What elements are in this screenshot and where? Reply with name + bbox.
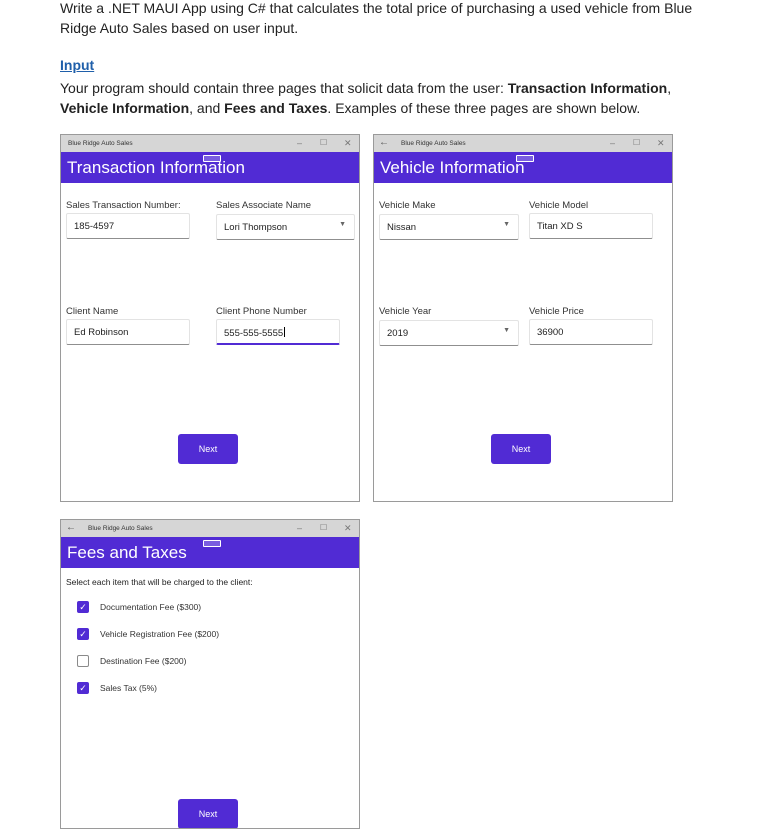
client-phone-input[interactable]: [216, 319, 340, 345]
minimize-icon[interactable]: –: [610, 138, 616, 148]
para-text-3: , and: [189, 100, 225, 116]
checkbox-checked[interactable]: ✓: [77, 628, 89, 640]
drag-handle-icon[interactable]: [203, 540, 221, 547]
app-title: Blue Ridge Auto Sales: [401, 140, 466, 147]
client-name-label: Client Name: [66, 306, 119, 317]
minimize-icon[interactable]: –: [297, 138, 303, 148]
maximize-icon[interactable]: ☐: [320, 138, 328, 147]
year-label: Vehicle Year: [379, 306, 432, 317]
make-label: Vehicle Make: [379, 200, 436, 211]
input-paragraph: [60, 78, 720, 118]
intro-paragraph: Write a .NET MAUI App using C# that calculates the total price of purchasing a used vehicle from Blue Ridge Auto Sales based on user input.: [60, 0, 693, 36]
para-bold-fees: Fees and Taxes: [224, 100, 328, 116]
page-header: [61, 537, 359, 568]
client-phone-label: Client Phone Number: [216, 306, 307, 317]
transaction-window: [60, 134, 360, 502]
input-heading: Input: [60, 57, 95, 73]
make-value: Nissan: [387, 222, 417, 233]
para-text-1: Your program should contain three pages that solicit data from the user:: [60, 80, 508, 96]
chevron-down-icon: ▼: [503, 221, 510, 228]
page-header: [61, 152, 359, 183]
next-button[interactable]: Next: [178, 434, 238, 464]
close-icon[interactable]: ✕: [344, 138, 352, 148]
next-button[interactable]: Next: [491, 434, 551, 464]
minimize-icon[interactable]: –: [297, 523, 303, 533]
maximize-icon[interactable]: ☐: [320, 523, 328, 532]
fees-window: [60, 519, 360, 829]
price-label: Vehicle Price: [529, 306, 584, 317]
associate-label: Sales Associate Name: [216, 200, 312, 211]
maximize-icon[interactable]: ☐: [633, 138, 641, 147]
text-cursor: [284, 327, 285, 337]
model-label: Vehicle Model: [529, 200, 589, 211]
para-bold-vehicle: Vehicle Information: [60, 100, 190, 116]
client-phone-value: 555-555-5555: [224, 328, 284, 339]
fee-option-label: Documentation Fee ($300): [100, 602, 202, 612]
title-bar: [61, 135, 359, 152]
title-bar: [374, 135, 672, 152]
associate-picker[interactable]: [216, 214, 355, 240]
chevron-down-icon: ▼: [503, 327, 510, 334]
fee-option-label: Destination Fee ($200): [100, 656, 187, 666]
back-arrow-icon[interactable]: ←: [379, 137, 389, 148]
close-icon[interactable]: ✕: [344, 523, 352, 533]
app-title: Blue Ridge Auto Sales: [68, 140, 133, 147]
price-input[interactable]: 36900: [529, 319, 653, 345]
vehicle-window: [373, 134, 673, 502]
back-arrow-icon[interactable]: ←: [66, 522, 76, 533]
checkbox-unchecked[interactable]: [77, 655, 89, 667]
page-title: Transaction Information: [67, 158, 245, 177]
page-title: Fees and Taxes: [67, 543, 187, 562]
page-title: Vehicle Information: [380, 158, 525, 177]
model-input[interactable]: Titan XD S: [529, 213, 653, 239]
para-bold-transaction: Transaction Information: [507, 80, 668, 96]
page-header: [374, 152, 672, 183]
make-picker[interactable]: [379, 214, 519, 240]
sales-number-input[interactable]: 185-4597: [66, 213, 190, 239]
fee-option-label: Vehicle Registration Fee ($200): [100, 629, 220, 639]
associate-value: Lori Thompson: [224, 222, 288, 233]
year-picker[interactable]: [379, 320, 519, 346]
sales-number-label: Sales Transaction Number:: [66, 200, 181, 211]
year-value: 2019: [387, 328, 409, 339]
checkbox-checked[interactable]: ✓: [77, 601, 89, 613]
next-button[interactable]: Next: [178, 799, 238, 829]
app-title: Blue Ridge Auto Sales: [88, 525, 153, 532]
para-text-2: ,: [667, 80, 672, 96]
checkbox-checked[interactable]: ✓: [77, 682, 89, 694]
para-text-4: . Examples of these three pages are shown below.: [327, 100, 641, 116]
fee-option-label: Sales Tax (5%): [100, 683, 158, 693]
chevron-down-icon: ▼: [339, 221, 346, 228]
close-icon[interactable]: ✕: [657, 138, 665, 148]
title-bar: [61, 520, 359, 537]
client-name-input[interactable]: Ed Robinson: [66, 319, 190, 345]
instruction-text: Select each item that will be charged to the client:: [66, 577, 253, 587]
